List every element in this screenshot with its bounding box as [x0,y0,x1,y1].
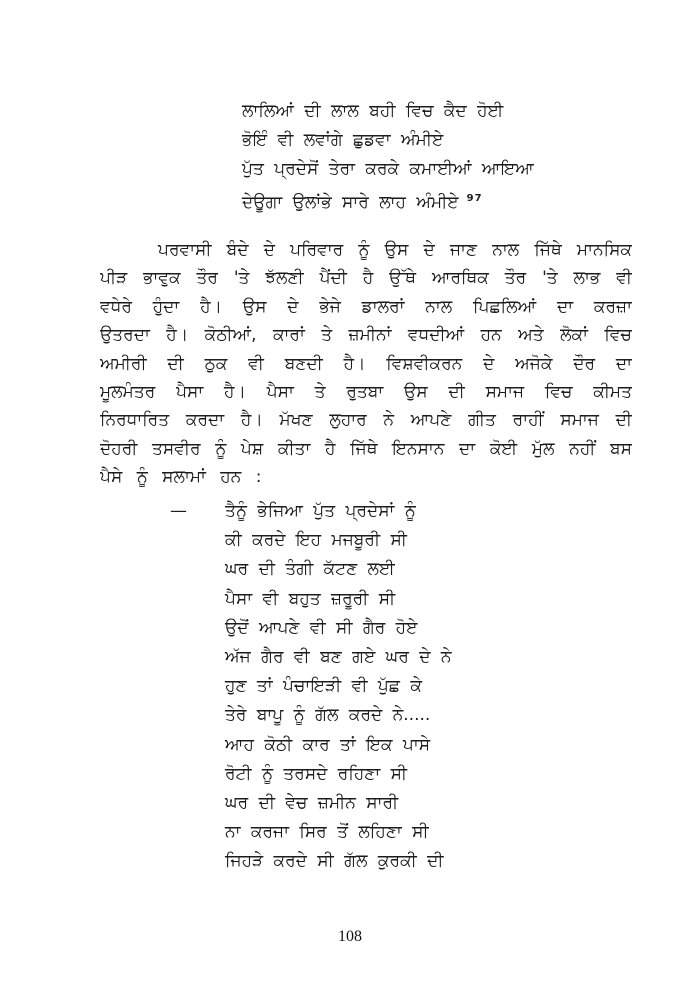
verse-line: ਹੁਣ ਤਾਂ ਪੰਚਾਇੜੀ ਵੀ ਪੁੱਛ ਕੇ [225,676,422,697]
body-paragraph [100,236,632,492]
paragraph-line: ਵਧੇਰੇ ਹੁੰਦਾ ਹੈ। ਉਸ ਦੇ ਭੇਜੇ ਡਾਲਰਾਂ ਨਾਲ ਪਿਛਲਿਆਂ ਦਾ ਕਰਜ਼ਾ [100,296,632,317]
paragraph-line: ਉਤਰਦਾ ਹੈ। ਕੋਠੀਆਂ, ਕਾਰਾਂ ਤੇ ਜ਼ਮੀਨਾਂ ਵਧਦੀਆਂ ਹਨ ਅਤੇ ਲੋਕਾਂ ਵਿਚ [100,325,632,346]
verse-line: ਭੋਇੰ ਵੀ ਲਵਾਂਗੇ ਛੁਡਵਾ ਅੰਮੀਏ [242,130,444,150]
verse-line: ਉਦੋਂ ਆਪਣੇ ਵੀ ਸੀ ਗੈਰ ਹੋਏ [225,617,418,638]
verse-line-text: ਦੇਊਗਾ ਉਲਾਂਭੇ ਸਾਰੇ ਲਾਹ ਅੰਮੀਏ [242,192,459,213]
verse-line: ਪੁੱਤ ਪ੍ਰਦੇਸੋਂ ਤੇਰਾ ਕਰਕੇ ਕਮਾਈਆਂ ਆਇਆ [242,159,534,179]
paragraph-line: ਮੂਲਮੰਤਰ ਪੈਸਾ ਹੈ। ਪੈਸਾ ਤੇ ਰੁਤਬਾ ਉਸ ਦੀ ਸਮਾਜ ਵਿਚ ਕੀਮਤ [100,381,632,402]
song-quote-top [242,97,534,213]
paragraph-line: ਦੋਹਰੀ ਤਸਵੀਰ ਨੂੰ ਪੇਸ਼ ਕੀਤਾ ਹੈ ਜਿੱਥੇ ਇਨਸਾਨ ਦਾ ਕੋਈ ਮੁੱਲ ਨਹੀਂ ਬਸ [100,438,632,459]
page-number: 108 [338,928,362,945]
verse-line: ਲਾਲਿਆਂ ਦੀ ਲਾਲ ਬਹੀ ਵਿਚ ਕੈਦ ਹੋਈ [242,101,504,121]
verse-line: ਘਰ ਦੀ ਵੇਚ ਜ਼ਮੀਨ ਸਾਰੀ [225,792,399,813]
verse-line: ਤੇਰੇ ਬਾਪੂ ਨੂੰ ਗੱਲ ਕਰਦੇ ਨੇ..... [225,705,431,726]
verse-line: ਪੈਸਾ ਵੀ ਬਹੁਤ ਜ਼ਰੂਰੀ ਸੀ [225,588,396,609]
verse-line: ਅੱਜ ਗੈਰ ਵੀ ਬਣ ਗਏ ਘਰ ਦੇ ਨੇ [225,646,452,667]
verse-line: ਘਰ ਦੀ ਤੰਗੀ ਕੱਟਣ ਲਈ [225,559,395,580]
paragraph-line: ਪਰਵਾਸੀ ਬੰਦੇ ਦੇ ਪਰਿਵਾਰ ਨੂੰ ਉਸ ਦੇ ਜਾਣ ਨਾਲ ਜਿੱਥੇ ਮਾਨਸਿਕ [158,240,632,260]
paragraph-line: ਪੈਸੇ ਨੂੰ ਸਲਾਮਾਂ ਹਨ : [100,467,262,488]
verse-line [242,184,534,213]
verse-line: ਜਿਹੜੇ ਕਰਦੇ ਸੀ ਗੱਲ ਕੁਰਕੀ ਦੀ [225,851,444,872]
verse-line: ਰੋਟੀ ਨੂੰ ਤਰਸਦੇ ਰਹਿਣਾ ਸੀ [225,763,408,784]
quote-dash: — [170,501,186,521]
verse-line: ਨਾ ਕਰਜਾ ਸਿਰ ਤੋਂ ਲਹਿਣਾ ਸੀ [225,822,429,843]
paragraph-line: ਅਮੀਰੀ ਦੀ ਠੁਕ ਵੀ ਬਣਦੀ ਹੈ। ਵਿਸ਼ਵੀਕਰਨ ਦੇ ਅਜੋਕੇ ਦੌਰ ਦਾ [100,353,632,374]
footnote-reference: 97 [466,193,483,204]
paragraph-line: ਪੀੜ ਭਾਵੁਕ ਤੌਰ 'ਤੇ ਝੱਲਣੀ ਪੈਂਦੀ ਹੈ ਉੱਥੇ ਆਰਥਿਕ ਤੌਰ 'ਤੇ ਲਾਭ ਵੀ [100,268,632,289]
verse-line: ਆਹ ਕੋਠੀ ਕਾਰ ਤਾਂ ਇਕ ਪਾਸੇ [225,734,431,755]
song-quote-bottom [170,497,452,876]
verse-line: ਕੀ ਕਰਦੇ ਇਹ ਮਜਬੂਰੀ ਸੀ [225,530,407,551]
paragraph-line: ਨਿਰਧਾਰਿਤ ਕਰਦਾ ਹੈ। ਮੱਖਣ ਲੁਹਾਰ ਨੇ ਆਪਣੇ ਗੀਤ ਰਾਹੀਂ ਸਮਾਜ ਦੀ [100,410,632,431]
verse-line: ਤੈਨੂੰ ਭੇਜਿਆ ਪੁੱਤ ਪ੍ਰਦੇਸਾਂ ਨੂੰ [225,501,416,521]
